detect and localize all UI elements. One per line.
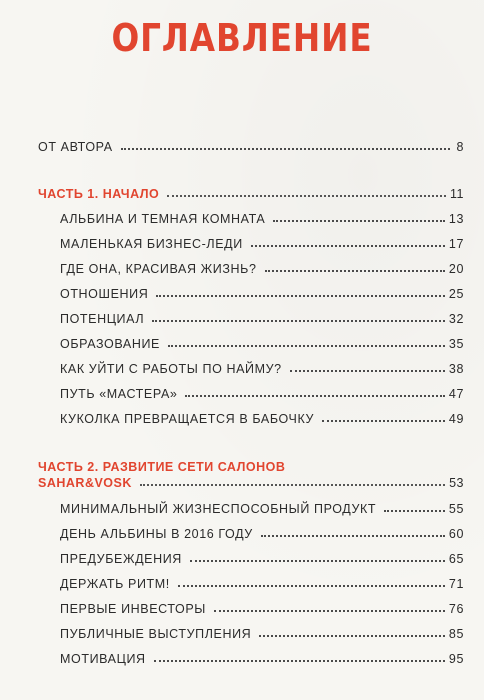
toc-page-number: 38	[448, 362, 464, 376]
toc-entry-label: ПУТЬ «МАСТЕРА»	[60, 387, 178, 401]
dot-leader	[259, 635, 445, 637]
toc-entry	[60, 646, 464, 666]
toc-entry	[60, 281, 464, 301]
toc-page-number: 65	[448, 552, 464, 566]
toc-entry	[60, 256, 464, 276]
toc-entry-label: ПРЕДУБЕЖДЕНИЯ	[60, 552, 182, 566]
dot-leader	[152, 320, 445, 322]
toc-entry-label: МИНИМАЛЬНЫЙ ЖИЗНЕСПОСОБНЫЙ ПРОДУКТ	[60, 502, 377, 516]
toc-entry	[60, 521, 464, 541]
toc-entry	[60, 406, 464, 426]
toc-page-number: 25	[448, 287, 464, 301]
dot-leader	[140, 484, 445, 486]
toc-chapter-entry-continued	[38, 470, 464, 490]
toc-entry-label: АЛЬБИНА И ТЕМНАЯ КОМНАТА	[60, 212, 266, 226]
toc-chapter-label-line2: SAHAR&VOSK	[38, 476, 132, 490]
toc-entry-label: ОБРАЗОВАНИЕ	[60, 337, 160, 351]
toc-entry	[60, 596, 464, 616]
dot-leader	[154, 660, 445, 662]
dot-leader	[185, 395, 444, 397]
toc-page-number: 55	[448, 502, 464, 516]
toc-page-number: 20	[448, 262, 464, 276]
toc-entry-label: ДЕНЬ АЛЬБИНЫ В 2016 ГОДУ	[60, 527, 253, 541]
page-title: ОГЛАВЛЕНИЕ	[111, 16, 373, 60]
toc-entry-label: ОТ АВТОРА	[38, 140, 113, 154]
dot-leader	[384, 510, 445, 512]
toc-entry	[60, 206, 464, 226]
toc-page-number: 76	[448, 602, 464, 616]
dot-leader	[322, 420, 445, 422]
toc-entry-label: ДЕРЖАТЬ РИТМ!	[60, 577, 170, 591]
toc-page-number: 13	[448, 212, 464, 226]
toc-entry-label: МАЛЕНЬКАЯ БИЗНЕС-ЛЕДИ	[60, 237, 243, 251]
toc-page-number: 32	[448, 312, 464, 326]
toc-entry-label: ПУБЛИЧНЫЕ ВЫСТУПЛЕНИЯ	[60, 627, 252, 641]
toc-entry	[60, 546, 464, 566]
dot-leader	[261, 535, 445, 537]
dot-leader	[156, 295, 445, 297]
toc-chapter-label: ЧАСТЬ 1. НАЧАЛО	[38, 187, 160, 201]
toc-page-number: 11	[450, 187, 464, 201]
toc-page-number: 17	[448, 237, 464, 251]
toc-chapter-label: ЧАСТЬ 2. РАЗВИТИЕ СЕТИ САЛОНОВ	[38, 460, 286, 474]
dot-leader	[273, 220, 445, 222]
toc-page-number: 8	[456, 140, 464, 154]
toc-entry	[60, 306, 464, 326]
toc-page-number: 95	[448, 652, 464, 666]
dot-leader	[251, 245, 445, 247]
toc-page-number: 60	[448, 527, 464, 541]
toc-entry-label: ПЕРВЫЕ ИНВЕСТОРЫ	[60, 602, 206, 616]
toc-entry	[60, 356, 464, 376]
dot-leader	[190, 560, 445, 562]
dot-leader	[178, 585, 445, 587]
dot-leader	[290, 370, 445, 372]
toc-entry	[60, 621, 464, 641]
toc-entry-label: ОТНОШЕНИЯ	[60, 287, 149, 301]
toc-page-number: 47	[448, 387, 464, 401]
dot-leader	[121, 148, 450, 150]
toc-entry	[60, 231, 464, 251]
dot-leader	[214, 610, 445, 612]
toc-entry-label: ГДЕ ОНА, КРАСИВАЯ ЖИЗНЬ?	[60, 262, 257, 276]
toc-entry-label: КАК УЙТИ С РАБОТЫ ПО НАЙМУ?	[60, 362, 282, 376]
toc-page-number: 71	[448, 577, 464, 591]
toc-entry	[60, 381, 464, 401]
toc-entry-label: КУКОЛКА ПРЕВРАЩАЕТСЯ В БАБОЧКУ	[60, 412, 315, 426]
toc-entry	[38, 134, 464, 154]
toc-chapter-entry	[38, 181, 464, 201]
toc-page-number: 35	[448, 337, 464, 351]
dot-leader	[168, 345, 445, 347]
dot-leader	[167, 195, 446, 197]
toc-page-number: 53	[449, 476, 464, 490]
toc-page-number: 85	[448, 627, 464, 641]
dot-leader	[265, 270, 445, 272]
toc-entry	[60, 496, 464, 516]
toc-entry	[60, 571, 464, 591]
toc-entry	[60, 331, 464, 351]
toc-page-number: 49	[448, 412, 464, 426]
toc-entry-label: МОТИВАЦИЯ	[60, 652, 146, 666]
toc-entry-label: ПОТЕНЦИАЛ	[60, 312, 145, 326]
